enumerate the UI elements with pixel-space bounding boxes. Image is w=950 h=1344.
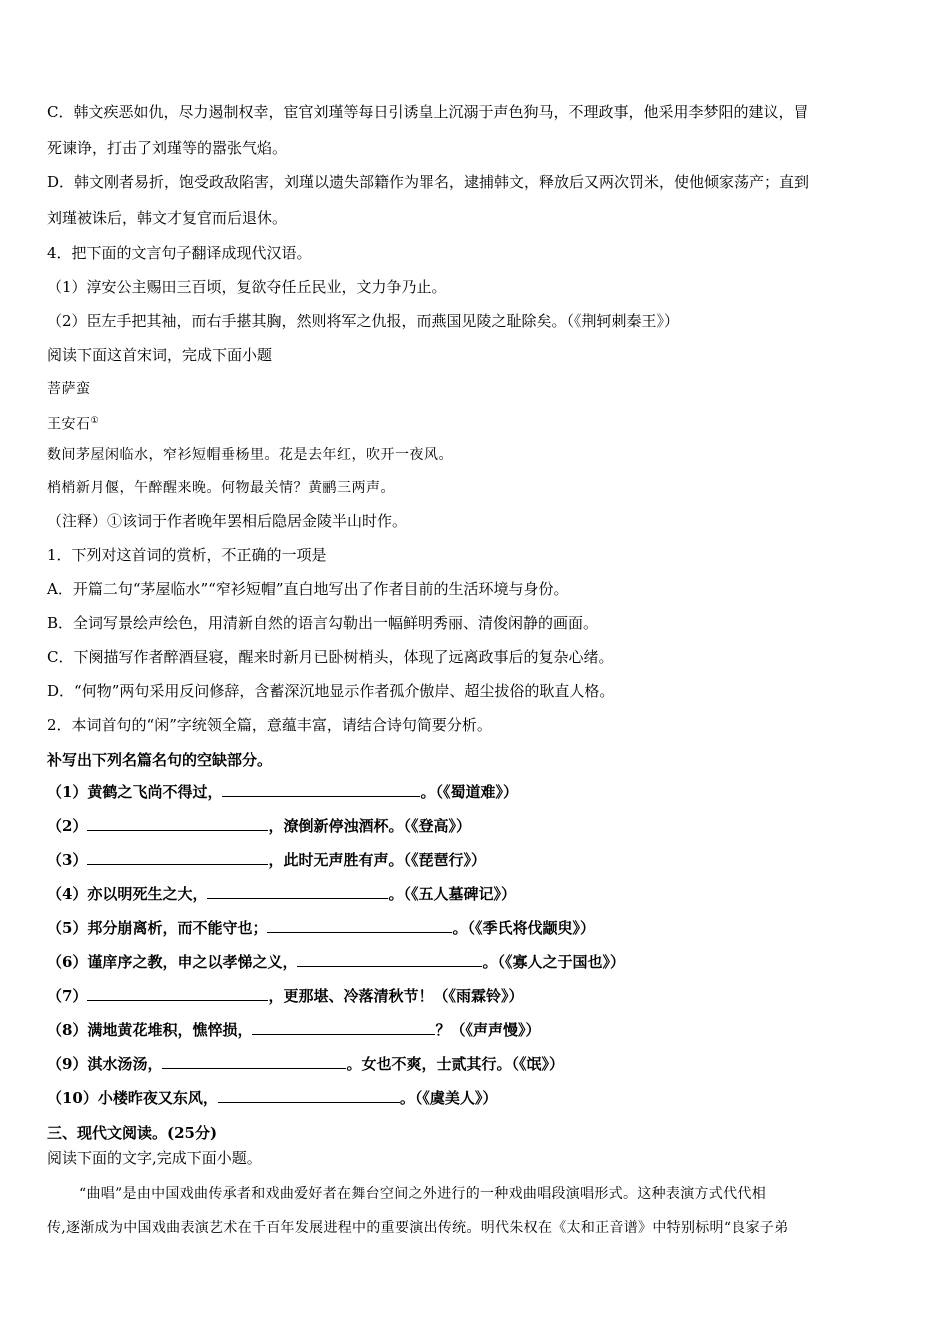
fill-in-suffix: ，潦倒新停浊酒杯。（《登高》） [268,817,471,835]
answer-blank[interactable] [267,918,452,933]
answer-blank[interactable] [87,850,268,865]
fill-in-suffix: 。（《五人墓碑记》） [388,885,516,903]
fill-in-heading: 补写出下列名篇名句的空缺部分。 [47,751,273,769]
q4-prompt: 4．把下面的文言句子翻译成现代汉语。 [47,244,312,262]
fill-in-item [47,816,471,836]
poem-author-name: 王安石 [47,416,91,433]
fill-in-item [47,782,518,802]
poem-q1: 1．下列对这首词的赏析，不正确的一项是 [47,546,327,564]
poem-line2: 梢梢新月偃，午醉醒来晚。何物最关情？黄鹂三两声。 [47,480,395,496]
fill-in-item [47,1088,497,1108]
poem-q2: 2．本词首句的“闲”字统领全篇，意蕴丰富，请结合诗句简要分析。 [47,716,492,734]
answer-blank[interactable] [222,782,420,797]
fill-in-prefix: （4）亦以明死生之大， [47,885,208,903]
fill-in-item [47,1054,564,1074]
answer-blank[interactable] [162,1054,346,1069]
fill-in-suffix: ？（《声声慢》） [435,1021,541,1039]
fill-in-item [47,952,625,972]
fill-in-prefix: （1）黄鹤之飞尚不得过， [47,783,223,801]
passage-line2: 传,逐渐成为中国戏曲表演艺术在千百年发展进程中的重要演出传统。明代朱权在《太和正音谱》中特别标明“良家子弟 [47,1220,789,1236]
fill-in-item [47,850,486,870]
fill-in-prefix: （5）邦分崩离析，而不能守也； [47,919,268,937]
fill-in-suffix: 。（《寡人之于国也》） [482,953,625,971]
fill-in-suffix: 。（《蜀道难》） [420,783,518,801]
answer-blank[interactable] [297,952,482,967]
q4-item1: （1）淳安公主赐田三百顷，复欲夺任丘民业，文力争乃止。 [47,278,447,296]
poem-line1: 数间茅屋闲临水，窄衫短帽垂杨里。花是去年红，吹开一夜风。 [47,447,453,463]
fill-in-suffix: 。女也不爽，士贰其行。（《氓》） [346,1055,564,1073]
fill-in-prefix: （7） [47,987,88,1005]
poem-option-d: D．“何物”两句采用反问修辞，含蓄深沉地显示作者孤介傲岸、超尘拔俗的耿直人格。 [47,682,615,700]
passage-line1: “曲唱”是由中国戏曲传承者和戏曲爱好者在舞台空间之外进行的一种戏曲唱段演唱形式。这种表演方式代代相 [79,1186,767,1202]
section3-intro: 阅读下面的文字,完成下面小题。 [47,1149,262,1167]
fill-in-prefix: （9）淇水汤汤， [47,1055,163,1073]
answer-blank[interactable] [87,986,268,1001]
section3-heading: 三、现代文阅读。(25分) [47,1124,218,1142]
poem-annotation: （注释）①该词于作者晚年罢相后隐居金陵半山时作。 [47,512,408,530]
q4-item2: （2）臣左手把其袖，而右手揕其胸，然则将军之仇报，而燕国见陵之耻除矣。（《荆轲刺秦王》） [47,312,680,330]
fill-in-item [47,884,516,904]
fill-in-prefix: （10）小楼昨夜又东风， [47,1089,218,1107]
fill-in-prefix: （6）谨庠序之教，申之以孝悌之义， [47,953,298,971]
fill-in-suffix: ，此时无声胜有声。（《琵琶行》） [268,851,486,869]
fill-in-item [47,918,595,938]
choice-c-line1: C．韩文疾恶如仇，尽力遏制权幸，宦官刘瑾等每日引诱皇上沉溺于声色狗马，不理政事，他采用李梦阳的建议，冒 [47,103,809,121]
fill-in-item [47,1020,540,1040]
poem-option-b: B．全词写景绘声绘色，用清新自然的语言勾勒出一幅鲜明秀丽、清俊闲静的画面。 [47,614,599,632]
answer-blank[interactable] [207,884,388,899]
answer-blank[interactable] [252,1020,435,1035]
fill-in-item [47,986,523,1006]
fill-in-suffix: 。（《虞美人》） [399,1089,498,1107]
fill-in-suffix: 。（《季氏将伐颛臾》） [452,919,595,937]
choice-c-line2: 死谏诤，打击了刘瑾等的嚣张气焰。 [47,139,288,157]
poem-intro: 阅读下面这首宋词，完成下面小题 [47,346,273,364]
fill-in-prefix: （2） [47,817,88,835]
answer-blank[interactable] [218,1088,400,1103]
choice-d-line1: D．韩文刚者易折，饱受政敌陷害，刘瑾以遗失部籍作为罪名，逮捕韩文，释放后又两次罚米，使他倾家荡产；直到 [47,173,810,191]
choice-d-line2: 刘瑾被诛后，韩文才复官而后退休。 [47,209,288,227]
poem-author [47,411,99,435]
footnote-mark: ① [90,416,100,426]
answer-blank[interactable] [87,816,268,831]
fill-in-prefix: （8）满地黄花堆积，憔悴损， [47,1021,253,1039]
poem-title: 菩萨蛮 [47,381,91,397]
fill-in-suffix: ，更那堪、冷落清秋节！（《雨霖铃》） [268,987,524,1005]
poem-option-a: A．开篇二句“茅屋临水”“窄衫短帽”直白地写出了作者目前的生活环境与身份。 [47,580,569,598]
fill-in-prefix: （3） [47,851,88,869]
poem-option-c: C．下阕描写作者醉酒昼寝，醒来时新月已卧树梢头，体现了远离政事后的复杂心绪。 [47,648,614,666]
